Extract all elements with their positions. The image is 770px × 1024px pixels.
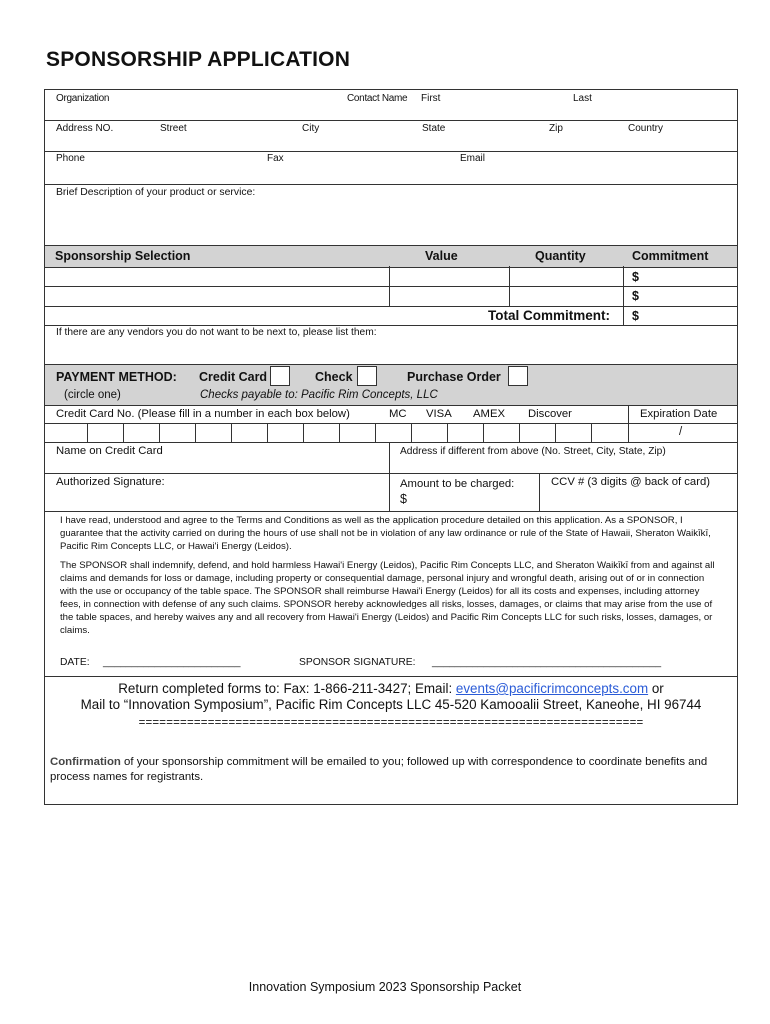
check-checkbox[interactable] (357, 366, 377, 386)
country-label: Country (628, 123, 664, 134)
address-no-label: Address NO. (56, 123, 114, 134)
return-suffix: or (651, 681, 664, 696)
name-on-card-label: Name on Credit Card (56, 445, 163, 457)
cc-digit-divider (87, 423, 88, 442)
cc-digit-divider (519, 423, 520, 442)
cc-digit-divider (411, 423, 412, 442)
return-prefix: Return completed forms to: Fax: 1-866-211-3427; Email: (118, 681, 453, 696)
commitment-header: Commitment (632, 249, 709, 263)
email-link[interactable]: events@pacificrimconcepts.com (455, 681, 649, 696)
organization-label: Organization (56, 93, 110, 104)
date-line[interactable]: ________________________ (103, 657, 241, 668)
credit-card-checkbox[interactable] (270, 366, 290, 386)
row1-commitment: $ (632, 270, 639, 284)
terms-paragraph: I have read, understood and agree to the Terms and Conditions as well as the application procedure detailed on this application. As a SPONSOR, I guarantee that the activity carried on during the hours of use shall not be in violation of any law ordinance or rule of the State of Hawaii, Sheraton Waikīkī, Pacific Rim Concepts LLC, or Hawai'i Energy (Leidos). (60, 515, 711, 552)
legal-text (60, 514, 720, 643)
email-label: Email (460, 153, 486, 164)
card-type-discover: Discover (528, 408, 572, 420)
sponsor-signature-line[interactable]: ________________________________________ (432, 657, 662, 668)
card-type-mc: MC (389, 408, 407, 420)
return-line-1 (45, 681, 737, 697)
authorized-signature-label: Authorized Signature: (56, 476, 165, 488)
state-label: State (422, 123, 446, 134)
confirmation-body: of your sponsorship commitment will be emailed to you; followed up with correspondence to coordinate benefits and process names for registrants. (50, 756, 708, 783)
card-type-amex: AMEX (473, 408, 506, 420)
circle-one-note: (circle one) (64, 389, 121, 401)
contact-name-label: Contact Name (347, 93, 408, 104)
cc-digit-divider (555, 423, 556, 442)
cc-digit-divider (123, 423, 124, 442)
date-label: DATE: (60, 657, 90, 668)
payment-method-label: PAYMENT METHOD: (56, 370, 177, 384)
indemnity-paragraph: The SPONSOR shall indemnify, defend, and hold harmless Hawai'i Energy (Leidos), Pacific Rim Concepts LLC, and Sheraton Waikīkī from and against all claims and demands for loss or damage, including property or consequential damage, personal injury and wrongful death, arising out of or in connection with the use or occupancy of the table space. The SPONSOR shall reimburse Hawai'i Energy (Leidos) for all its costs and expenses, including attorney fees, in connection with defense of any such claims. SPONSOR hereby acknowledges all risks, losses, damages, or claims that may arise from the use of the table spaces, and hereby waives any and all recovery from Hawai'i Energy (Leidos) and Pacific Rim Concepts LLC for such risks, losses, damages, or claims. (60, 560, 715, 636)
checks-payable-note: Checks payable to: Pacific Rim Concepts, LLC (200, 389, 438, 401)
cc-digit-divider (339, 423, 340, 442)
first-name-label: First (421, 93, 441, 104)
cc-digit-divider (195, 423, 196, 442)
selection-header: Sponsorship Selection (55, 249, 191, 263)
amount-symbol: $ (400, 492, 407, 506)
cc-digit-divider (375, 423, 376, 442)
value-header: Value (425, 249, 458, 263)
cc-number-label: Credit Card No. (Please fill in a number in each box below) (56, 408, 350, 420)
phone-label: Phone (56, 153, 85, 164)
application-form (44, 89, 738, 805)
card-type-visa: VISA (426, 408, 452, 420)
cc-digit-divider (483, 423, 484, 442)
separator-line: ========================================================================= (138, 717, 644, 729)
city-label: City (302, 123, 320, 134)
expiration-slash: / (679, 426, 683, 438)
confirmation-bold: Confirmation (50, 756, 121, 768)
zip-label: Zip (549, 123, 563, 134)
total-commitment-value: $ (632, 309, 639, 323)
total-commitment-label: Total Commitment: (488, 308, 610, 323)
cc-digit-divider (447, 423, 448, 442)
expiration-label: Expiration Date (640, 408, 718, 420)
sponsor-signature-label: SPONSOR SIGNATURE: (299, 657, 416, 668)
quantity-header: Quantity (535, 249, 586, 263)
purchase-order-checkbox[interactable] (508, 366, 528, 386)
last-name-label: Last (573, 93, 592, 104)
street-label: Street (160, 123, 187, 134)
vendors-prompt: If there are any vendors you do not want to be next to, please list them: (56, 327, 377, 338)
purchase-order-option: Purchase Order (407, 370, 501, 384)
cc-digit-divider (591, 423, 592, 442)
confirmation-text (50, 755, 730, 785)
cc-digit-divider (303, 423, 304, 442)
page-title: SPONSORSHIP APPLICATION (46, 48, 351, 71)
check-option: Check (315, 370, 353, 384)
cc-digit-divider (159, 423, 160, 442)
alt-address-label: Address if different from above (No. Street, City, State, Zip) (400, 446, 666, 457)
cc-digit-divider (267, 423, 268, 442)
return-line-2: Mail to “Innovation Symposium”, Pacific Rim Concepts LLC 45-520 Kamooalii Street, Kaneohe, HI 96744 (80, 697, 702, 712)
description-label: Brief Description of your product or service: (56, 187, 256, 198)
cc-digit-divider (231, 423, 232, 442)
ccv-label: CCV # (3 digits @ back of card) (551, 476, 711, 488)
row2-commitment: $ (632, 289, 639, 303)
amount-label: Amount to be charged: (400, 478, 515, 490)
credit-card-option: Credit Card (199, 370, 268, 384)
page-footer: Innovation Symposium 2023 Sponsorship Packet (248, 980, 522, 994)
fax-label: Fax (267, 153, 284, 164)
